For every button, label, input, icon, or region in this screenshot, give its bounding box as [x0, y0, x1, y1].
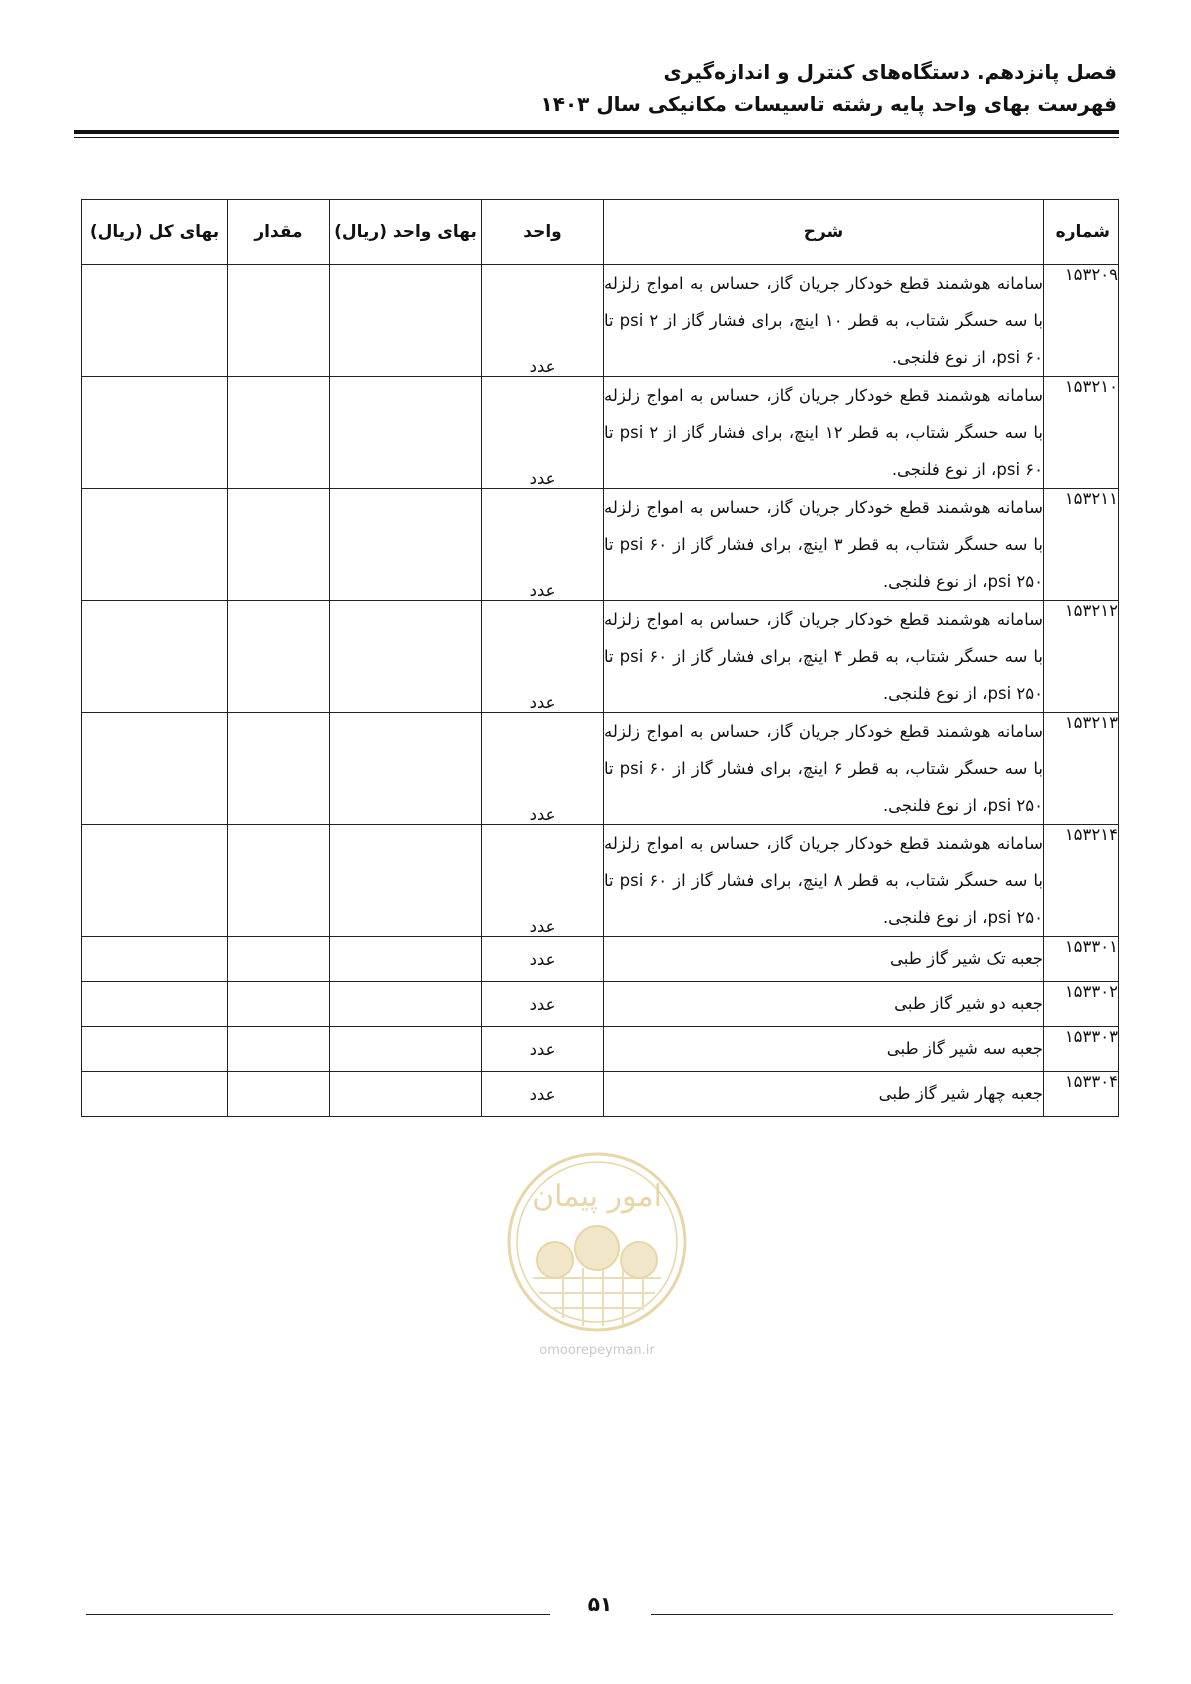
item-total — [82, 1027, 228, 1072]
item-quantity — [228, 713, 330, 825]
item-code: ۱۵۳۳۰۳ — [1044, 1027, 1119, 1072]
item-code: ۱۵۳۲۰۹ — [1044, 265, 1119, 377]
table-row — [82, 982, 1119, 1027]
watermark-site: omoorepeyman.ir — [539, 1343, 655, 1358]
table-row — [82, 937, 1119, 982]
item-code: ۱۵۳۳۰۱ — [1044, 937, 1119, 982]
item-unit: عدد — [482, 937, 604, 982]
item-description: سامانه هوشمند قطع خودکار جریان گاز، حساس به امواج زلزله با سه حسگر شتاب، به قطر ۳ اینچ، برای فشار گاز از psi ۶۰ تا psi ۲۵۰، از نوع فلنجی. — [604, 489, 1044, 601]
chapter-title: فصل پانزدهم. دستگاه‌های کنترل و اندازه‌گیری — [663, 60, 1117, 84]
item-unit: عدد — [482, 1072, 604, 1117]
item-description: جعبه دو شیر گاز طبی — [604, 982, 1044, 1027]
page-number: ۵۱ — [587, 1592, 613, 1616]
header-total: بهای کل (ریال) — [82, 200, 228, 265]
item-description: سامانه هوشمند قطع خودکار جریان گاز، حساس به امواج زلزله با سه حسگر شتاب، به قطر ۸ اینچ، برای فشار گاز از psi ۶۰ تا psi ۲۵۰، از نوع فلنجی. — [604, 825, 1044, 937]
item-quantity — [228, 1072, 330, 1117]
item-quantity — [228, 937, 330, 982]
page-header — [74, 56, 1117, 120]
item-description: سامانه هوشمند قطع خودکار جریان گاز، حساس به امواج زلزله با سه حسگر شتاب، به قطر ۱۰ اینچ، برای فشار گاز از psi ۲ تا psi ۶۰، از نوع فلنجی. — [604, 265, 1044, 377]
item-unit: عدد — [482, 489, 604, 601]
table-row — [82, 713, 1119, 825]
item-unit-price — [330, 713, 482, 825]
item-unit-price — [330, 1072, 482, 1117]
item-total — [82, 713, 228, 825]
table-row — [82, 601, 1119, 713]
item-description: سامانه هوشمند قطع خودکار جریان گاز، حساس به امواج زلزله با سه حسگر شتاب، به قطر ۴ اینچ، برای فشار گاز از psi ۶۰ تا psi ۲۵۰، از نوع فلنجی. — [604, 601, 1044, 713]
watermark-logo-text: امور پیمان — [532, 1179, 662, 1214]
item-quantity — [228, 377, 330, 489]
table-row — [82, 825, 1119, 937]
table-row — [82, 1072, 1119, 1117]
item-total — [82, 601, 228, 713]
header-unit-price: بهای واحد (ریال) — [330, 200, 482, 265]
header-unit: واحد — [482, 200, 604, 265]
item-description: جعبه سه شیر گاز طبی — [604, 1027, 1044, 1072]
header-desc: شرح — [604, 200, 1044, 265]
item-code: ۱۵۳۲۱۴ — [1044, 825, 1119, 937]
item-quantity — [228, 1027, 330, 1072]
item-code: ۱۵۳۲۱۱ — [1044, 489, 1119, 601]
table-row — [82, 489, 1119, 601]
item-total — [82, 489, 228, 601]
item-description: جعبه چهار شیر گاز طبی — [604, 1072, 1044, 1117]
table-header-row — [82, 200, 1119, 265]
header-rule-thin — [74, 137, 1119, 138]
item-total — [82, 825, 228, 937]
item-unit-price — [330, 377, 482, 489]
table-row — [82, 1027, 1119, 1072]
item-total — [82, 265, 228, 377]
item-unit-price — [330, 937, 482, 982]
item-unit-price — [330, 601, 482, 713]
item-unit-price — [330, 489, 482, 601]
item-quantity — [228, 265, 330, 377]
item-quantity — [228, 825, 330, 937]
header-code: شماره — [1044, 200, 1119, 265]
item-total — [82, 982, 228, 1027]
item-quantity — [228, 489, 330, 601]
item-unit-price — [330, 1027, 482, 1072]
item-total — [82, 937, 228, 982]
item-unit: عدد — [482, 601, 604, 713]
item-code: ۱۵۳۳۰۴ — [1044, 1072, 1119, 1117]
item-unit: عدد — [482, 713, 604, 825]
item-description: جعبه تک شیر گاز طبی — [604, 937, 1044, 982]
item-unit-price — [330, 265, 482, 377]
item-description: سامانه هوشمند قطع خودکار جریان گاز، حساس به امواج زلزله با سه حسگر شتاب، به قطر ۱۲ اینچ، برای فشار گاز از psi ۲ تا psi ۶۰، از نوع فلنجی. — [604, 377, 1044, 489]
header-quantity: مقدار — [228, 200, 330, 265]
item-code: ۱۵۳۲۱۳ — [1044, 713, 1119, 825]
table-row — [82, 265, 1119, 377]
item-unit-price — [330, 825, 482, 937]
price-list-title: فهرست بهای واحد پایه رشته تاسیسات مکانیکی سال ۱۴۰۳ — [540, 92, 1117, 116]
item-unit-price — [330, 982, 482, 1027]
item-unit: عدد — [482, 377, 604, 489]
header-rule-thick — [74, 130, 1119, 134]
item-unit: عدد — [482, 982, 604, 1027]
item-description: سامانه هوشمند قطع خودکار جریان گاز، حساس به امواج زلزله با سه حسگر شتاب، به قطر ۶ اینچ، برای فشار گاز از psi ۶۰ تا psi ۲۵۰، از نوع فلنجی. — [604, 713, 1044, 825]
table-row — [82, 377, 1119, 489]
item-code: ۱۵۳۲۱۲ — [1044, 601, 1119, 713]
footer-rule-left — [86, 1614, 550, 1615]
item-quantity — [228, 601, 330, 713]
item-unit: عدد — [482, 265, 604, 377]
item-unit: عدد — [482, 825, 604, 937]
footer-rule-right — [651, 1614, 1113, 1615]
watermark-logo — [503, 1148, 691, 1336]
cog-icon — [537, 1226, 657, 1278]
item-unit: عدد — [482, 1027, 604, 1072]
item-code: ۱۵۳۲۱۰ — [1044, 377, 1119, 489]
item-quantity — [228, 982, 330, 1027]
item-total — [82, 1072, 228, 1117]
item-total — [82, 377, 228, 489]
price-table — [81, 199, 1119, 1117]
item-code: ۱۵۳۳۰۲ — [1044, 982, 1119, 1027]
